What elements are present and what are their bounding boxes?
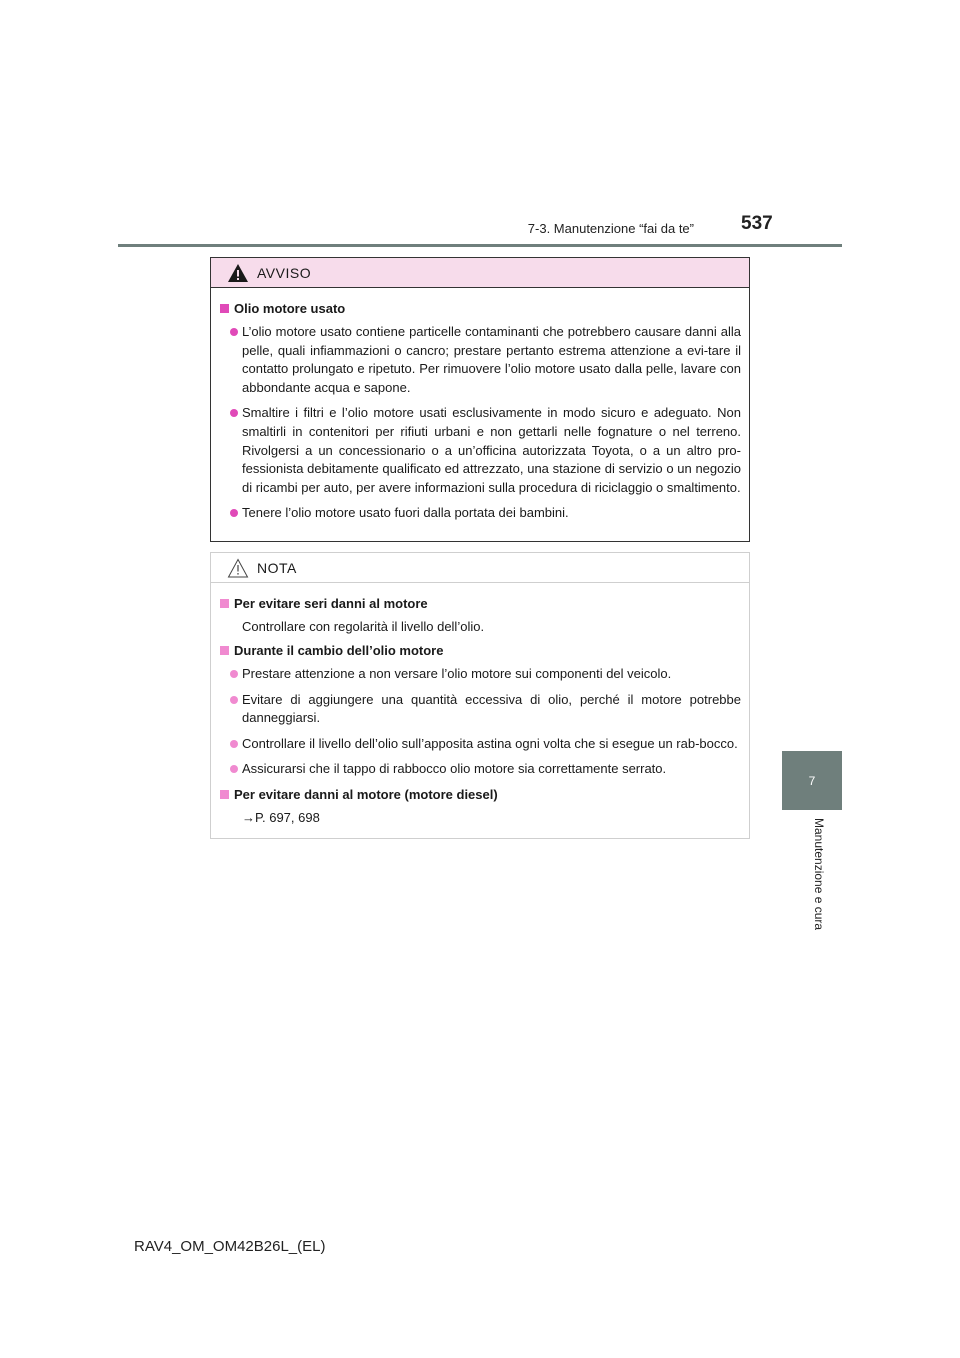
- page-number: 537: [741, 213, 773, 234]
- square-bullet-icon: [220, 304, 229, 313]
- header-divider: [118, 244, 842, 247]
- notice-section-title: Per evitare seri danni al motore: [234, 596, 428, 611]
- round-bullet-icon: [230, 740, 238, 748]
- notice-box: [210, 552, 750, 839]
- warning-box-title: AVVISO: [257, 264, 312, 281]
- square-bullet-icon: [220, 599, 229, 608]
- square-bullet-icon: [220, 646, 229, 655]
- warning-triangle-icon: [227, 263, 249, 283]
- list-item: [219, 735, 741, 754]
- notice-box-header: [211, 553, 749, 583]
- round-bullet-icon: [230, 696, 238, 704]
- warning-section-heading: [219, 300, 741, 318]
- notice-section-heading: [219, 595, 741, 613]
- notice-box-body: [211, 583, 749, 827]
- chapter-tab: [782, 751, 842, 810]
- notice-box-title: NOTA: [257, 559, 297, 576]
- list-item: [219, 760, 741, 779]
- warning-box-header: [211, 258, 749, 288]
- list-item: [219, 404, 741, 497]
- round-bullet-icon: [230, 328, 238, 336]
- round-bullet-icon: [230, 670, 238, 678]
- chapter-label: Manutenzione e cura: [812, 818, 826, 931]
- list-item: [219, 665, 741, 684]
- header-section-title: 7-3. Manutenzione “fai da te”: [527, 221, 694, 236]
- list-item: [219, 323, 741, 397]
- list-item-text: Tenere l’olio motore usato fuori dalla portata dei bambini.: [242, 505, 569, 521]
- list-item: [219, 691, 741, 728]
- list-item-text: L’olio motore usato contiene particelle contaminanti che potrebbero causare danni alla pelle, quali infiammazioni o cancro; prestare pertanto estrema attenzione a evi-tare il contatto prolungato e ripetuto. Per rimuovere l’olio motore usato dalla pelle, lavare con abbondante acqua e sapone.: [242, 324, 741, 395]
- list-item-text: Smaltire i filtri e l’olio motore usati esclusivamente in modo sicuro e adeguato. Non smaltirli in contenitori per rifiuti urbani e non gettarli nelle fognature o nel terreno. Rivolgersi a un concessionario o a un’officina autorizzata Toyota, o a un altro pro-fessionista debitamente qualificato ed attrezzato, una stazione di servizio o un negozio di ricambi per auto, per avere informazioni sulla procedura di riciclaggio o smaltimento.: [242, 405, 741, 495]
- notice-section-heading: [219, 786, 741, 804]
- caution-triangle-icon: [227, 558, 249, 578]
- round-bullet-icon: [230, 409, 238, 417]
- notice-section-text: Controllare con regolarità il livello dell’olio.: [242, 619, 485, 634]
- list-item-text: Assicurarsi che il tappo di rabbocco olio motore sia correttamente serrato.: [242, 761, 667, 777]
- notice-section-title: Durante il cambio dell’olio motore: [234, 643, 444, 658]
- square-bullet-icon: [220, 790, 229, 799]
- round-bullet-icon: [230, 509, 238, 517]
- warning-box: [210, 257, 750, 542]
- notice-section-title: Per evitare danni al motore (motore diesel): [234, 786, 498, 802]
- manual-code: RAV4_OM_OM42B26L_(EL): [134, 1238, 326, 1255]
- list-item: [219, 504, 741, 523]
- chapter-number: 7: [808, 773, 816, 788]
- round-bullet-icon: [230, 765, 238, 773]
- list-item-text: Evitare di aggiungere una quantità eccessiva di olio, perché il motore potrebbe danneggiarsi.: [242, 691, 741, 726]
- notice-section-heading: [219, 642, 741, 660]
- warning-box-body: [211, 288, 749, 523]
- warning-section-title: Olio motore usato: [234, 301, 346, 316]
- page-reference-link[interactable]: →P. 697, 698: [242, 809, 320, 825]
- list-item-text: Prestare attenzione a non versare l’olio motore sui componenti del veicolo.: [242, 666, 672, 681]
- list-item-text: Controllare il livello dell’olio sull’apposita astina ogni volta che si esegue un rab-bocco.: [242, 735, 738, 751]
